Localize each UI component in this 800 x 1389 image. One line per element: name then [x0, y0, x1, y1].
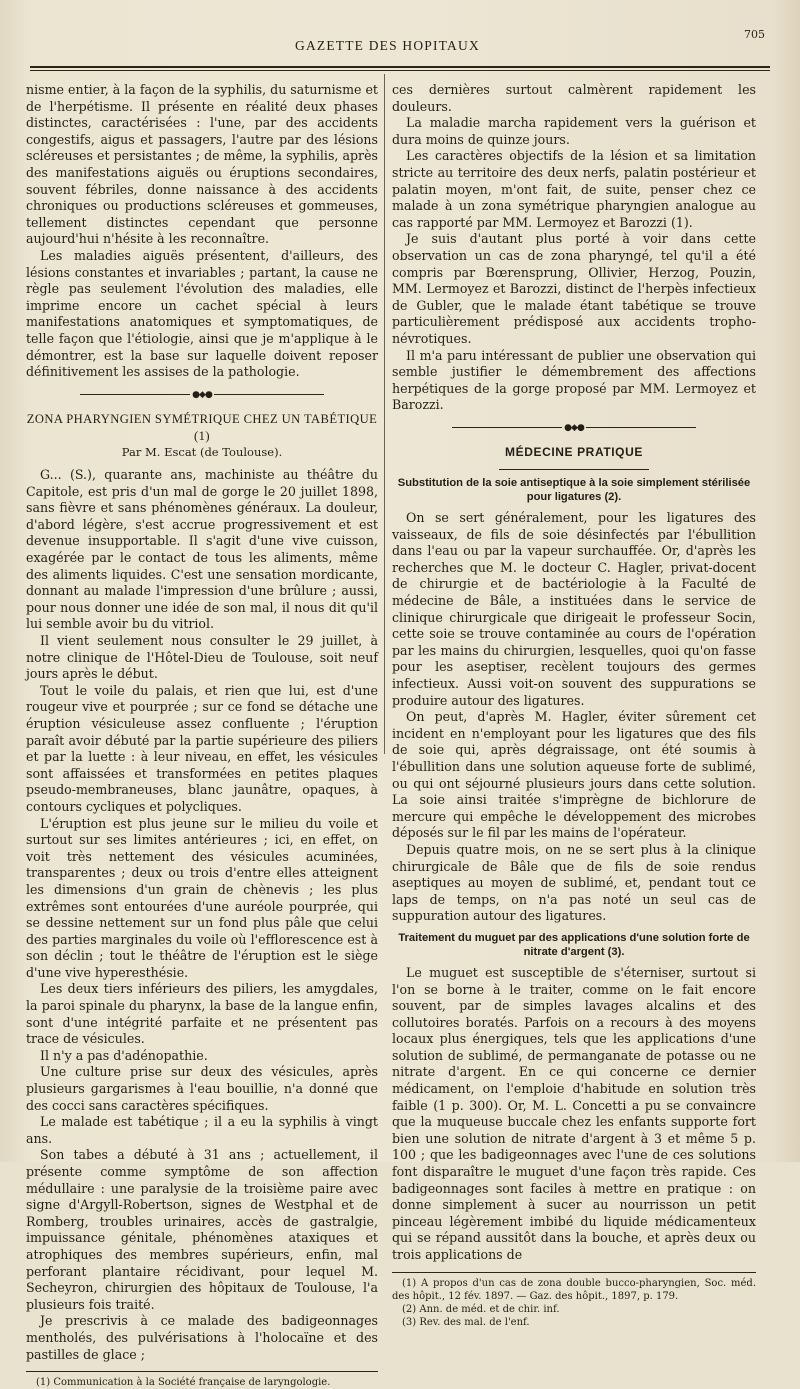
paragraph: Il m'a paru intéressant de publier une observation qui semble justifier le démembrement des affections herpétiques de la gorge proposé par MM. Lermoyez et Barozzi. — [392, 347, 756, 413]
footnote: (3) Rev. des mal. de l'enf. — [402, 1316, 530, 1328]
paragraph: Le muguet est susceptible de s'éterniser, surtout si l'on se borne à le traiter, comme on le fait encore souvent, par de simples lavages alcalins et des collutoires boratés. Parfois on a recours à des moyens locaux plus énergiques, tels que les applications d'une solution de sublimé, de permanganate de potasse ou ne nitrate d'argent. En ce qui concerne ce dernier médicament, on l'emploie d'habitude en solution très faible (1 p. 300). Or, M. L. Concetti a pu se convaincre que la muqueuse buccale chez les enfants supporte fort bien une solution de nitrate d'argent à 3 et même 5 p. 100 ; que les badigeonnages avec l'une de ces solutions font disparaître le muguet d'une façon très rapide. Ces badigeonnages sont faciles à mettre en pratique : on donne simplement à sucer au nourrisson un petit pinceau légèrement imbibé du liquide médicamenteux qui se répand aussitôt dans la bouche, et après deux ou trois applications de — [392, 964, 756, 1262]
section-title: MÉDECINE PRATIQUE — [505, 445, 643, 460]
paragraph: Il vient seulement nous consulter le 29 juillet, à notre clinique de l'Hôtel-Dieu de Toulouse, soit neuf jours après le début. — [26, 633, 378, 682]
footnote: (1) A propos d'un cas de zona double bucco-pharyngien, Soc. méd. des hôpit., 12 fév. 1897. — Gaz. des hôpit., 1897, p. 179. — [392, 1277, 756, 1302]
paragraph: On peut, d'après M. Hagler, éviter sûrement cet incident en n'employant pour les ligatures que des fils de soie qui, après dégraissage, ont été soumis à l'ébullition dans une solution aqueuse forte de sublimé, ou qui ont séjourné plusieurs jours dans cette solution. La soie ainsi traitée s'imprègne de bichlorure de mercure qui empêche le développement des microbes déposés sur le fil par les mains de l'opérateur. — [392, 709, 756, 841]
paragraph: L'éruption est plus jeune sur le milieu du voile et surtout sur ses limites antérieures ; ici, en effet, on voit très nettement des vésicules acuminées, transparentes ; deux ou trois d'entre elles atteignent les dimensions d'un grain de chènevis ; les plus extrêmes sont entourées d'une auréole pourprée, qui se dessine nettement sur un fond plus pâle que celui des parties marginales du voile où l'efflorescence est à son déclin ; tout le théâtre de l'éruption est le siège d'une vive hyperesthésie. — [26, 815, 378, 980]
paragraph: Une culture prise sur deux des vésicules, après plusieurs gargarismes à l'eau bouillie, n'a donné que des cocci sans caractères spécifiques. — [26, 1064, 378, 1113]
footnote-rule — [392, 1272, 756, 1273]
column-divider — [384, 74, 385, 754]
footnote-rule — [26, 1371, 378, 1372]
subsection-title: Substitution de la soie antiseptique à la soie simplement stérilisée pour ligatures (2). — [397, 477, 751, 504]
running-header — [0, 28, 800, 60]
section-rule — [499, 469, 649, 470]
header-rule-thin — [30, 70, 770, 71]
paragraph: nisme entier, à la façon de la syphilis, du saturnisme et de l'herpétisme. Il présente en réalité deux phases distinctes, caractérisées : l'une, par des accidents congestifs, aigus et passagers, l'autre par des lésions scléreuses et persistantes ; de même, la syphilis, après des manifestations aiguës ou éruptions secondaires, souvent fébriles, donne naissance à des accidents chroniques ou productions scléreuses et gommeuses, tellement distinctes cependant que personne aujourd'hui n'hésite à les reconnaître. — [26, 82, 378, 247]
footnote: (1) Communication à la Société française de laryngologie. — [36, 1377, 331, 1389]
footnote: (2) Ann. de méd. et de chir. inf. — [402, 1303, 560, 1315]
paragraph: Son tabes a débuté à 31 ans ; actuellement, il présente comme symptôme de son affection médullaire : une paralysie de la troisième paire avec signe d'Argyll-Robertson, signes de Westphal et de Romberg, troubles urinaires, accès de gastralgie, impuissance génitale, phénomènes ataxiques et atrophiques des membres supérieurs, enfin, mal perforant plantaire récidivant, pour lequel M. Secheyron, chirurgien des hôpitaux de Toulouse, l'a plusieurs fois traité. — [26, 1147, 378, 1312]
ornamental-divider: ●◆● — [26, 387, 378, 404]
running-title: GAZETTE DES HOPITAUX — [295, 38, 480, 53]
header-rule — [30, 66, 770, 68]
paragraph: On se sert généralement, pour les ligatures des vaisseaux, de fils de soie désinfectés par l'ébullition dans l'eau ou par la vapeur surchauffée. Or, d'après les recherches que M. le docteur C. Hagler, privat-docent de chirurgie et de bactériologie à la Faculté de médecine de Bâle, a instituées dans le service de clinique chirurgicale que dirigeait le professeur Socin, cette soie se trouve contaminée au cours de l'opération par les mains du chirurgien, lesquelles, quoi qu'on fasse pour les aseptiser, recèlent toujours des germes infectieux. Aussi voit-on souvent des suppurations se produire autour des ligatures. — [392, 510, 756, 708]
article-byline: Par M. Escat (de Toulouse). — [121, 445, 283, 460]
subsection-title: Traitement du muguet par des applications d'une solution forte de nitrate d'argent (3). — [398, 931, 750, 958]
paragraph: Il n'y a pas d'adénopathie. — [40, 1047, 208, 1063]
article-title: ZONA PHARYNGIEN SYMÉTRIQUE CHEZ UN TABÉTIQUE (1) — [26, 412, 378, 443]
paragraph: Les caractères objectifs de la lésion et sa limitation stricte au territoire des deux nerfs, palatin postérieur et palatin moyen, m'ont fait, de suite, penser chez ce malade à un zona symétrique pharyngien analogue au cas rapporté par MM. Lermoyez et Barozzi (1). — [392, 148, 756, 230]
paragraph: Tout le voile du palais, et rien que lui, est d'une rougeur vive et pourprée ; sur ce fond se détache une éruption vésiculeuse assez confluente ; l'éruption paraît avoir débuté par la partie supérieure des piliers et par la luette : à leur niveau, en effet, les vésicules sont affaissées et transformées en petites plaques pseudo-membraneuses, blanc jaunâtre, opaques, à contours cycliques et polycliques. — [26, 682, 378, 814]
paragraph: ces dernières surtout calmèrent rapidement les douleurs. — [392, 82, 756, 114]
paragraph: Je suis d'autant plus porté à voir dans cette observation un cas de zona pharyngé, tel qu'il a été compris par Bœrensprung, Ollivier, Herzog, Pouzin, MM. Lermoyez et Barozzi, distinct de l'herpès infectieux de Gubler, que le malade étant tabétique se trouve particulièrement prédisposé aux accidents tropho-névrotiques. — [392, 231, 756, 346]
ornamental-divider: ●◆● — [392, 420, 756, 437]
right-column — [392, 82, 756, 1329]
page-number: 705 — [744, 28, 765, 41]
paragraph: Depuis quatre mois, on ne se sert plus à la clinique chirurgicale de Bâle que de fils de soie rendus aseptiques au moyen de sublimé, et, pendant tout ce laps de temps, on n'a pas noté un seul cas de suppuration autour des ligatures. — [392, 841, 756, 924]
paragraph: Je prescrivis à ce malade des badigeonnages mentholés, des pulvérisations à l'holocaïne et des pastilles de glace ; — [26, 1313, 378, 1362]
paragraph: La maladie marcha rapidement vers la guérison et dura moins de quinze jours. — [392, 115, 756, 147]
paragraph: Les deux tiers inférieurs des piliers, les amygdales, la paroi spinale du pharynx, la base de la langue enfin, sont d'une intégrité parfaite et ne présentent pas trace de vésicules. — [26, 981, 378, 1047]
paragraph: G... (S.), quarante ans, machiniste au théâtre du Capitole, est pris d'un mal de gorge le 20 juillet 1898, sans fièvre et sans phénomènes généraux. La douleur, d'abord légère, s'est accrue progressivement et est devenue insupportable. Il s'agit d'une vive cuisson, exagérée par le contact de tous les aliments, même des aliments liquides. C'est une sensation mordicante, donnant au malade l'impression d'une brûlure ; aussi, pour nous donner une idée de son mal, il nous dit qu'il lui semble avoir bu du vitriol. — [26, 467, 378, 632]
paragraph: Le malade est tabétique ; il a eu la syphilis à vingt ans. — [26, 1114, 378, 1146]
paragraph: Les maladies aiguës présentent, d'ailleurs, des lésions constantes et invariables ; partant, la cause ne règle pas seulement l'évolution des maladies, elle imprime encore un cachet spécial à leurs manifestations anatomiques et symptomatiques, de telle façon que l'étiologie, ainsi que je m'applique à le démontrer, est la base sur laquelle doivent reposer définitivement les assises de la pathologie. — [26, 247, 378, 380]
left-column — [26, 82, 378, 1389]
